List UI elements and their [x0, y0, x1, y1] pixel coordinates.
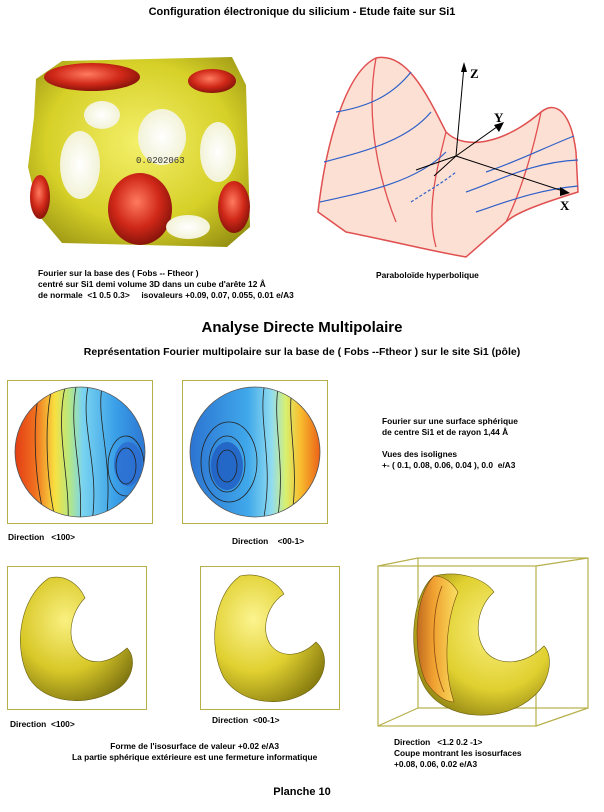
axis-y-label: Y — [494, 110, 504, 125]
sphere2-label: Direction <00-1> — [232, 536, 305, 546]
iso2-label: Direction <00-1> — [212, 715, 280, 725]
density-red-region — [218, 181, 250, 233]
density-red-region — [188, 69, 236, 93]
page-footer: Planche 10 — [273, 786, 331, 798]
sphere-map-100 — [10, 382, 150, 522]
density-red-region — [44, 63, 140, 91]
density-red-region — [30, 175, 50, 219]
section-title: Analyse Directe Multipolaire — [201, 319, 403, 336]
paraboloid-surface — [318, 57, 578, 257]
isosurface-00-1 — [202, 568, 338, 708]
paraboloid-caption: Paraboloïde hyperbolique — [376, 270, 479, 280]
sphere1-label: Direction <100> — [8, 532, 76, 542]
isovalue-label: 0.0202063 — [136, 156, 185, 166]
axis-x-label: X — [560, 198, 570, 213]
cut-caption: Direction <1.2 0.2 -1> Coupe montrant les isosurfaces +0.08, 0.06, 0.02 e/A3 — [394, 737, 522, 769]
isosurface-100 — [9, 568, 145, 708]
density-caption: Fourier sur la base des ( Fobs -- Ftheor ) centré sur Si1 demi volume 3D dans un cube d'arête 12 Å de normale <1 0.5 0.3> isovaleurs +0.09, 0.07, 0.055, 0.01 e/A3 — [38, 268, 294, 300]
page-title: Configuration électronique du silicium - Etude faite sur Si1 — [148, 6, 456, 18]
isosurface-caption: Forme de l'isosurface de valeur +0.02 e/A3 La partie sphérique extérieure est une fermeture informatique — [72, 741, 318, 762]
isosurface-shape — [215, 575, 325, 702]
sphere-info-text: Fourier sur une surface sphérique de centre Si1 et de rayon 1,44 Å Vues des isolignes +- ( 0.1, 0.08, 0.06, 0.04 ), 0.0 e/A3 — [382, 416, 518, 470]
isosurface-shape — [20, 577, 132, 701]
sphere-map-00-1 — [185, 382, 325, 522]
isosurface-cut-cube — [374, 556, 598, 736]
density-red-region — [108, 173, 172, 245]
axis-z-label: Z — [470, 66, 479, 81]
density-volume-figure — [22, 57, 252, 247]
section-subtitle: Représentation Fourier multipolaire sur la base de ( Fobs --Ftheor ) sur le site Si1 (pôle) — [83, 346, 521, 358]
density-hole — [60, 131, 100, 199]
density-hole — [200, 122, 236, 182]
density-hole — [166, 215, 210, 239]
paraboloid-figure — [316, 52, 586, 262]
iso1-label: Direction <100> — [10, 719, 75, 729]
density-hole — [84, 101, 120, 129]
